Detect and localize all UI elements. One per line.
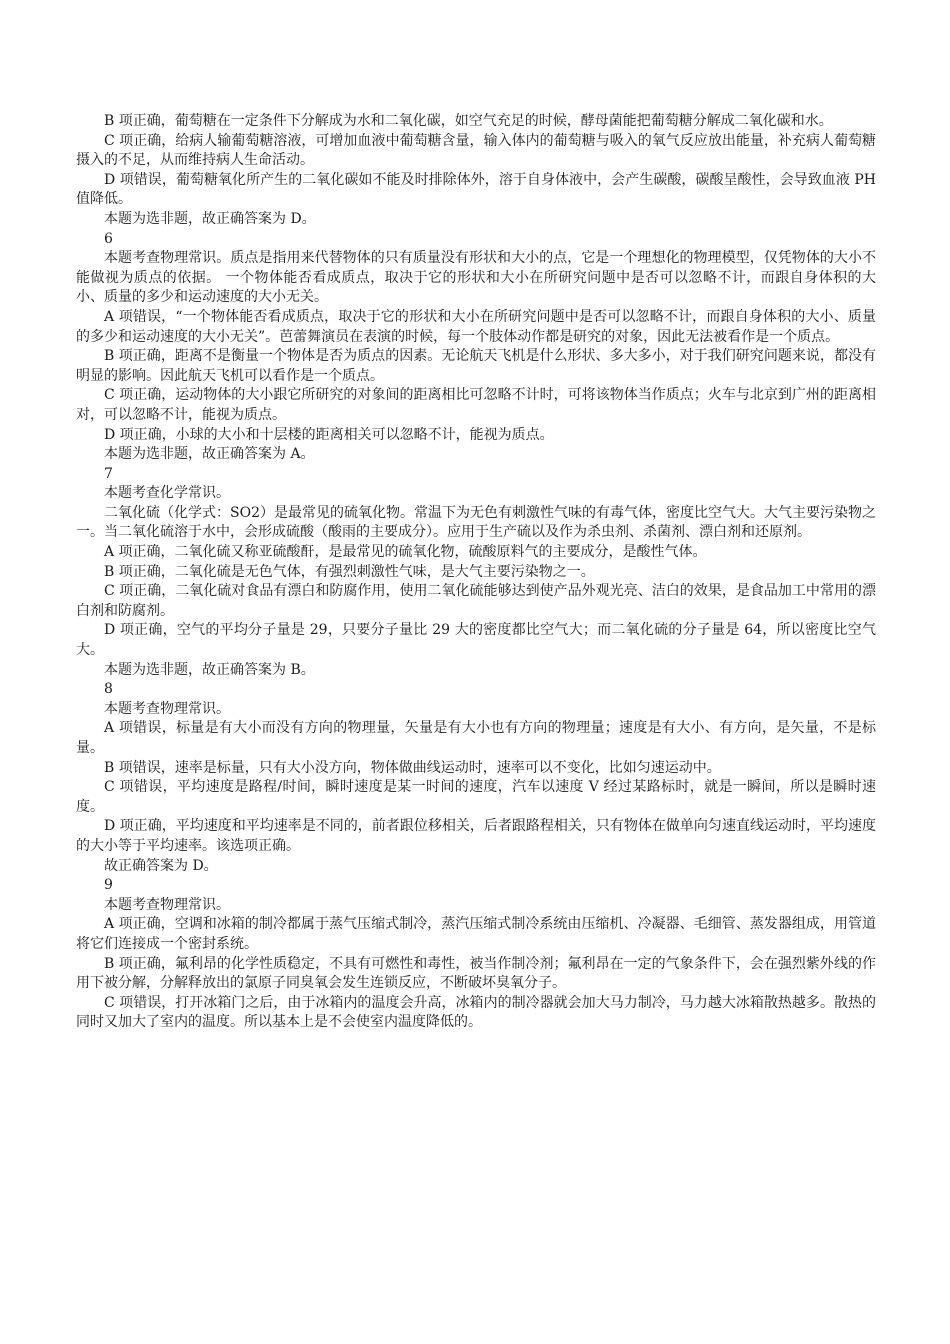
paragraph: D 项正确，小球的大小和十层楼的距离相关可以忽略不计，能视为质点。 [104,426,554,443]
paragraph: C 项错误，打开冰箱门之后，由于冰箱内的温度会升高，冰箱内的制冷器就会加大马力制冷，马力越大冰箱散热越多。散热的同时又加大了室内的温度。所以基本上是不会使室内温度降低的。 [76,994,876,1031]
paragraph: 本题考查物理常识。 [104,896,230,913]
paragraph: A 项错误，标量是有大小而没有方向的物理量，矢量是有大小也有方向的物理量；速度是有大小、有方向，是矢量，不是标量。 [76,720,876,756]
question-number: 6 [104,230,113,247]
paragraph: 二氧化硫（化学式：SO2）是最常见的硫氧化物。常温下为无色有刺激性气味的有毒气体，密度比空气大。大气主要污染物之一。当二氧化硫溶于水中，会形成硫酸（酸雨的主要成分）。应用于生产硫以及作为杀虫剂、杀菌剂、漂白剂和还原剂。 [76,504,876,541]
question-number: 8 [104,681,113,698]
paragraph: 本题考查物理常识。质点是指用来代替物体的只有质量没有形状和大小的点，它是一个理想化的物理模型，仅凭物体的大小不能做视为质点的依据。 一个物体能否看成质点，取决于它的形状和大小在所研究问题中是否可以忽略不计，而跟自身体积的大小、质量的多少和运动速度的大小无关。 [76,250,876,306]
paragraph: C 项正确，给病人输葡萄糖溶液，可增加血液中葡萄糖含量，输入体内的葡萄糖与吸入的氧气反应放出能量，补充病人葡萄糖摄入的不足，从而维持病人生命活动。 [76,132,876,169]
paragraph: 本题为选非题，故正确答案为 D。 [104,210,316,227]
paragraph: B 项错误，速率是标量，只有大小没方向，物体做曲线运动时，速率可以不变化，比如匀速运动中。 [104,759,721,776]
paragraph: B 项正确，二氧化硫是无色气体，有强烈刺激性气味，是大气主要污染物之一。 [104,563,595,580]
paragraph: 本题考查物理常识。 [104,700,230,717]
paragraph: D 项错误，葡萄糖氧化所产生的二氧化碳如不能及时排除体外，溶于自身体液中，会产生碳酸，碳酸呈酸性，会导致血液 PH 值降低。 [76,171,876,208]
paragraph: B 项正确，葡萄糖在一定条件下分解成为水和二氧化碳，如空气充足的时候，酵母菌能把葡萄糖分解成二氧化碳和水。 [104,113,833,129]
paragraph: B 项正确，距离不是衡量一个物体是否为质点的因素。无论航天飞机是什么形状、多大多小，对于我们研究问题来说，都没有明显的影响。因此航天飞机可以看作是一个质点。 [76,348,876,384]
paragraph: 本题为选非题，故正确答案为 A。 [104,446,315,463]
paragraph: A 项错误，“一个物体能否看成质点，取决于它的形状和大小在所研究问题中是否可以忽略不计，而跟自身体积的大小、质量的多少和运动速度的大小无关”。芭蕾舞演员在表演的时候，每一个肢体动作都是研究的对象，因此无法被看作是一个质点。 [76,308,876,345]
paragraph: D 项正确，空气的平均分子量是 29，只要分子量比 29 大的密度都比空气大；而二氧化硫的分子量是 64，所以密度比空气大。 [76,622,876,659]
paragraph: 本题为选非题，故正确答案为 B。 [104,661,315,678]
question-number: 7 [104,465,113,482]
paragraph: C 项正确，二氧化硫对食品有漂白和防腐作用，使用二氧化硫能够达到使产品外观光亮、洁白的效果，是食品加工中常用的漂白剂和防腐剂。 [76,583,876,619]
paragraph: C 项正确，运动物体的大小跟它所研究的对象间的距离相比可忽略不计时，可将该物体当作质点；火车与北京到广州的距离相对，可以忽略不计，能视为质点。 [76,387,876,423]
paragraph: C 项错误，平均速度是路程/时间，瞬时速度是某一时间的速度，汽车以速度 V 经过某路标时，就是一瞬间，所以是瞬时速度。 [76,779,876,815]
paragraph: D 项正确，平均速度和平均速率是不同的，前者跟位移相关，后者跟路程相关，只有物体在做单向匀速直线运动时，平均速度的大小等于平均速率。该选项正确。 [76,818,876,854]
paragraph: A 项正确，二氧化硫又称亚硫酸酐，是最常见的硫氧化物，硫酸原料气的主要成分，是酸性气体。 [104,544,707,561]
paragraph: 故正确答案为 D。 [104,857,218,874]
paragraph: A 项正确，空调和冰箱的制冷都属于蒸气压缩式制冷，蒸汽压缩式制冷系统由压缩机、冷凝器、毛细管、蒸发器组成，用管道将它们连接成一个密封系统。 [76,916,876,952]
paragraph: 本题考查化学常识。 [104,485,230,502]
question-number: 9 [104,877,113,894]
paragraph: B 项正确，氟利昂的化学性质稳定，不具有可燃性和毒性，被当作制冷剂；氟利昂在一定的气象条件下，会在强烈紫外线的作用下被分解，分解释放出的氯原子同臭氧会发生连锁反应，不断破坏臭氧分子。 [76,955,876,992]
document-body [76,112,876,1033]
